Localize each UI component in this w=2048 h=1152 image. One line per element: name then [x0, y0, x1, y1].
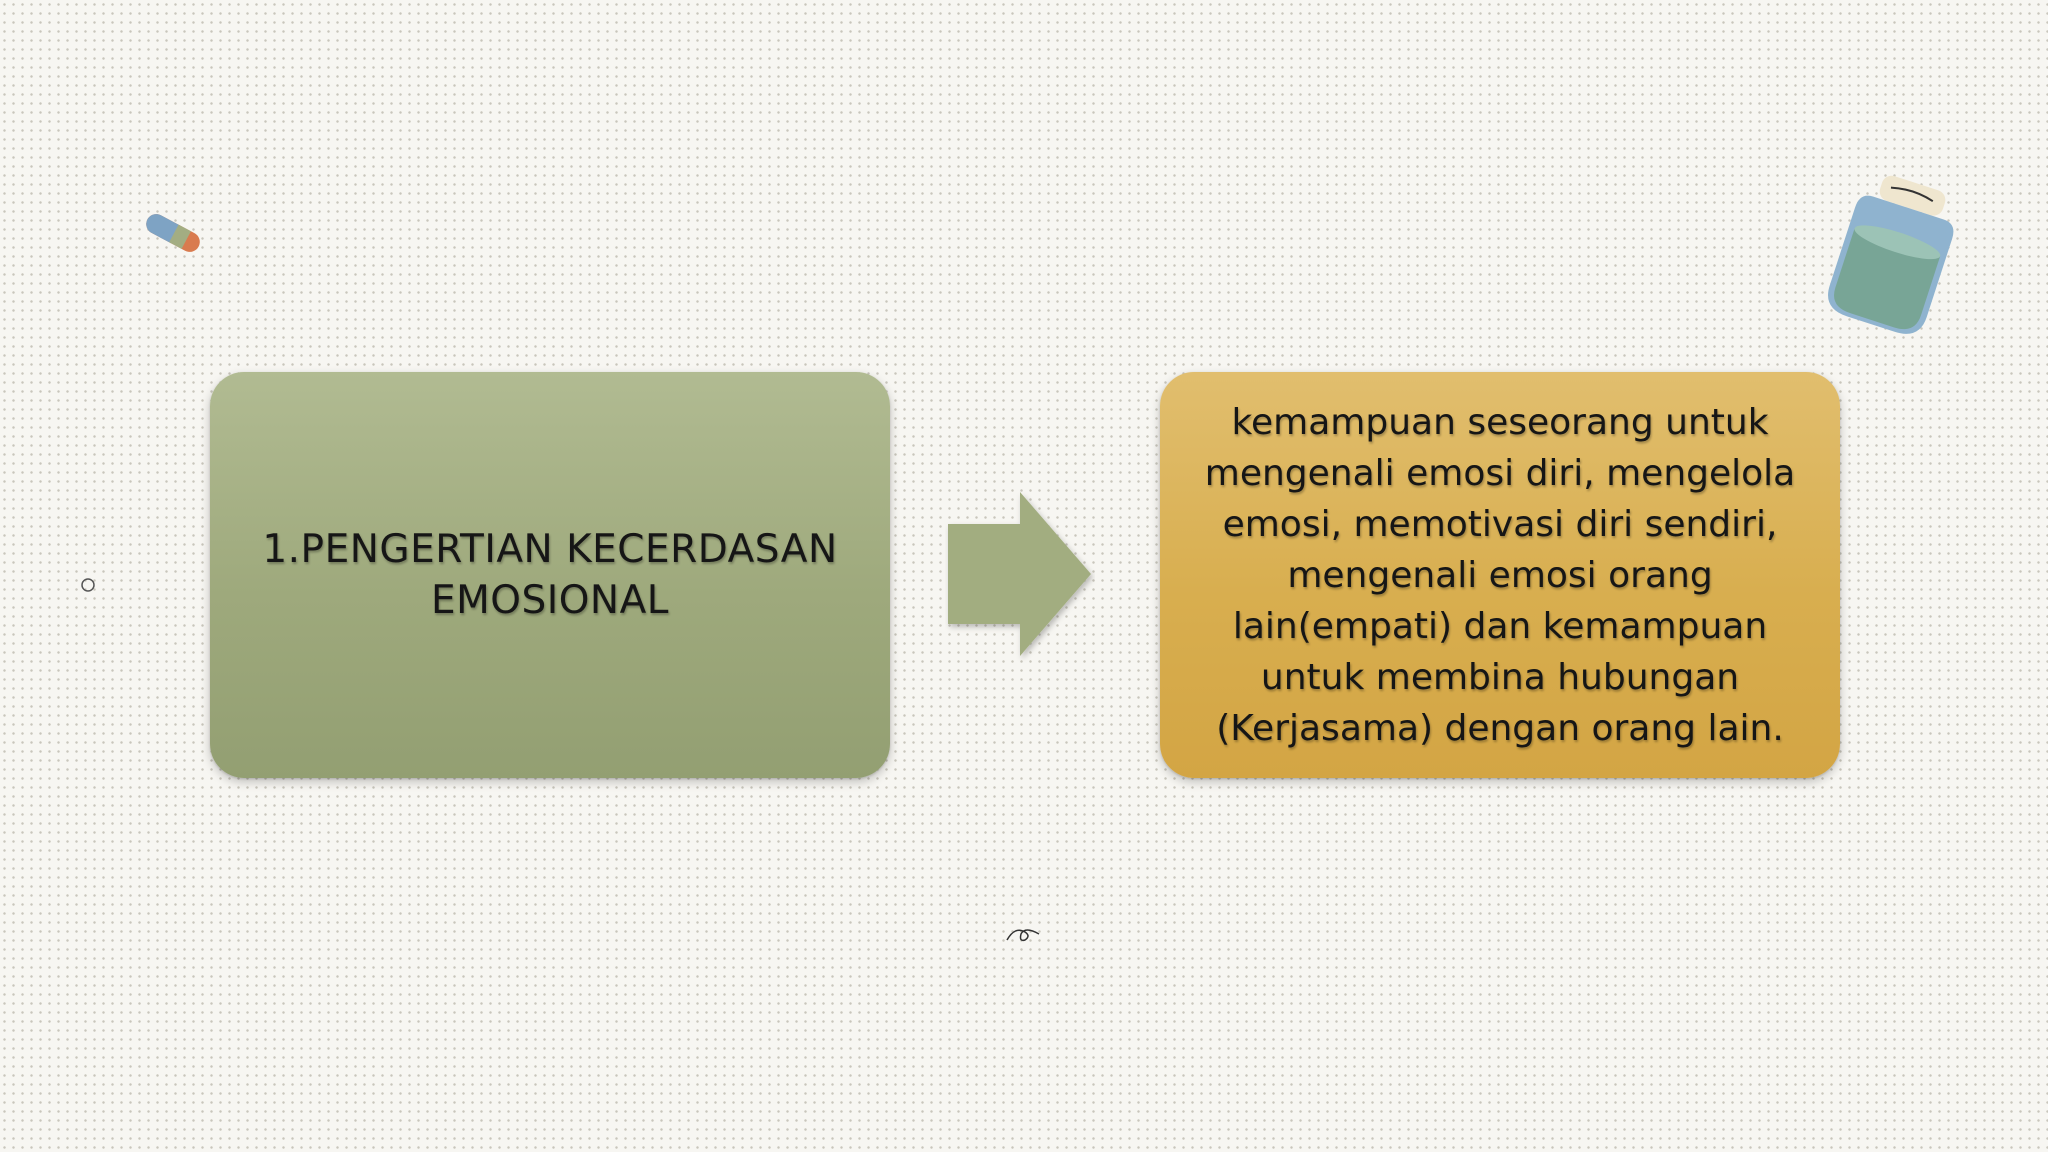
right-arrow-icon	[945, 488, 1095, 664]
definition-box	[1160, 372, 1840, 778]
definition-text: kemampuan seseorang untuk mengenali emosi diri, mengelola emosi, memotivasi diri sendiri, mengenali emosi orang lain(empati) dan kemampuan untuk membina hubungan (Kerjasama) dengan orang lain.	[1204, 401, 1796, 749]
pill-icon	[138, 208, 208, 258]
term-box	[210, 372, 890, 778]
circle-icon	[80, 577, 96, 593]
jar-icon	[1808, 170, 1968, 340]
term-text: 1.PENGERTIAN KECERDASAN EMOSIONAL	[262, 527, 838, 623]
squiggle-icon	[1003, 924, 1047, 944]
